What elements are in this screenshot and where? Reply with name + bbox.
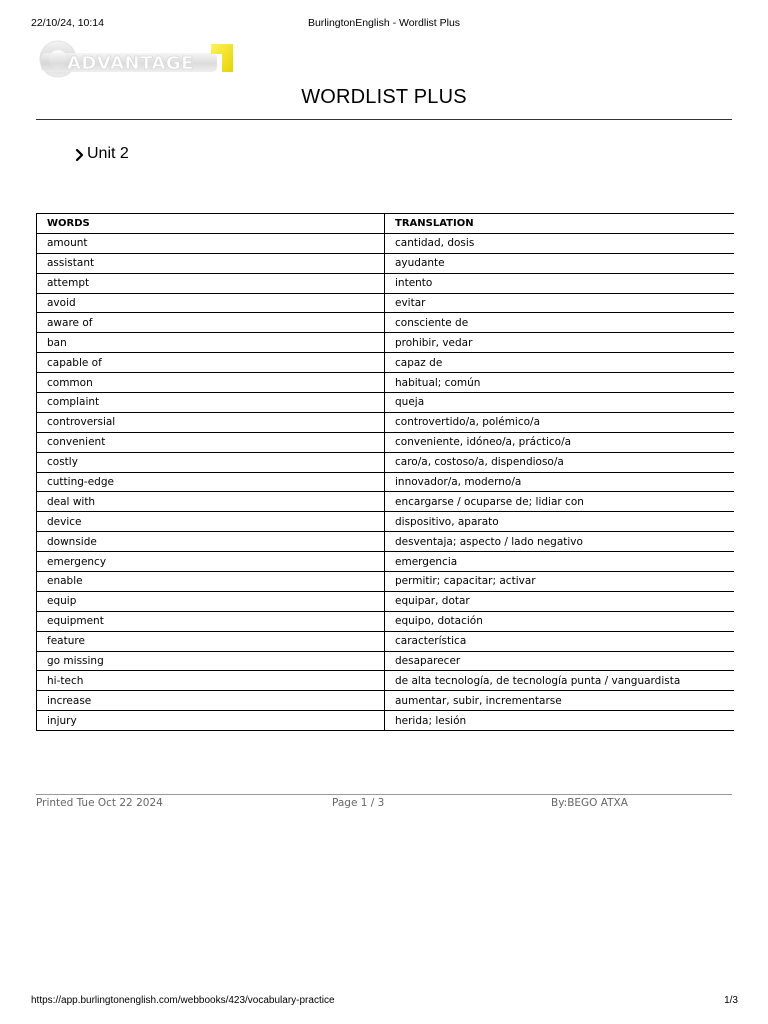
word-cell: costly: [37, 452, 385, 472]
table-row: [37, 572, 734, 592]
printed-date: Printed Tue Oct 22 2024: [36, 797, 163, 809]
advantage-logo-graphic: [37, 40, 239, 78]
print-page-title: BurlingtonEnglish - Wordlist Plus: [307, 17, 461, 29]
translation-cell: cantidad, dosis: [385, 233, 734, 253]
translation-cell: equipo, dotación: [385, 611, 734, 631]
column-header-translation: TRANSLATION: [385, 214, 734, 234]
word-cell: avoid: [37, 293, 385, 313]
table-row: [37, 472, 734, 492]
word-cell: increase: [37, 691, 385, 711]
translation-cell: de alta tecnología, de tecnología punta / vanguardista: [385, 671, 734, 691]
author-credit: By:BEGO ATXA: [551, 797, 628, 809]
word-cell: device: [37, 512, 385, 532]
table-row: [37, 293, 734, 313]
word-cell: injury: [37, 711, 385, 731]
translation-cell: evitar: [385, 293, 734, 313]
advantage-logo: [37, 40, 239, 78]
table-row: [37, 512, 734, 532]
translation-cell: desventaja; aspecto / lado negativo: [385, 532, 734, 552]
word-cell: cutting-edge: [37, 472, 385, 492]
translation-cell: dispositivo, aparato: [385, 512, 734, 532]
translation-cell: intento: [385, 273, 734, 293]
translation-cell: habitual; común: [385, 373, 734, 393]
word-cell: emergency: [37, 552, 385, 572]
word-cell: amount: [37, 233, 385, 253]
translation-cell: permitir; capacitar; activar: [385, 572, 734, 592]
word-cell: aware of: [37, 313, 385, 333]
footer-divider: [36, 794, 732, 795]
translation-cell: emergencia: [385, 552, 734, 572]
translation-cell: prohibir, vedar: [385, 333, 734, 353]
table-row: [37, 552, 734, 572]
word-cell: downside: [37, 532, 385, 552]
word-cell: equipment: [37, 611, 385, 631]
table-row: [37, 373, 734, 393]
table-row: [37, 432, 734, 452]
table-row: [37, 532, 734, 552]
translation-cell: conveniente, idóneo/a, práctico/a: [385, 432, 734, 452]
table-row: [37, 253, 734, 273]
table-row: [37, 591, 734, 611]
table-row: [37, 492, 734, 512]
table-row: [37, 273, 734, 293]
table-row: [37, 313, 734, 333]
page-title: WORDLIST PLUS: [301, 86, 467, 108]
translation-cell: aumentar, subir, incrementarse: [385, 691, 734, 711]
word-cell: capable of: [37, 353, 385, 373]
word-cell: feature: [37, 631, 385, 651]
wordlist-table: [36, 213, 734, 731]
title-divider: [36, 119, 732, 120]
page-url: https://app.burlingtonenglish.com/webbooks/423/vocabulary-practice: [31, 995, 335, 1006]
word-cell: deal with: [37, 492, 385, 512]
table-row: [37, 333, 734, 353]
table-row: [37, 452, 734, 472]
print-header: [0, 17, 768, 31]
table-header-row: [37, 214, 734, 234]
word-cell: equip: [37, 591, 385, 611]
print-page-number: 1/3: [724, 995, 738, 1006]
wordlist-body: [37, 233, 734, 730]
column-header-words: WORDS: [37, 214, 385, 234]
translation-cell: herida; lesión: [385, 711, 734, 731]
word-cell: convenient: [37, 432, 385, 452]
word-cell: common: [37, 373, 385, 393]
translation-cell: desaparecer: [385, 651, 734, 671]
svg-text:ADVANTAGE: ADVANTAGE: [67, 53, 194, 74]
word-cell: assistant: [37, 253, 385, 273]
table-row: [37, 353, 734, 373]
table-row: [37, 611, 734, 631]
table-row: [37, 233, 734, 253]
table-row: [37, 393, 734, 413]
page-indicator: Page 1 / 3: [332, 797, 385, 809]
unit-heading[interactable]: [74, 145, 129, 163]
translation-cell: controvertido/a, polémico/a: [385, 412, 734, 432]
translation-cell: encargarse / ocuparse de; lidiar con: [385, 492, 734, 512]
word-cell: complaint: [37, 393, 385, 413]
table-row: [37, 691, 734, 711]
table-row: [37, 671, 734, 691]
table-row: [37, 651, 734, 671]
translation-cell: innovador/a, moderno/a: [385, 472, 734, 492]
translation-cell: equipar, dotar: [385, 591, 734, 611]
unit-heading-label: Unit 2: [87, 145, 129, 162]
translation-cell: caro/a, costoso/a, dispendioso/a: [385, 452, 734, 472]
word-cell: controversial: [37, 412, 385, 432]
print-datetime: 22/10/24, 10:14: [31, 17, 104, 29]
translation-cell: queja: [385, 393, 734, 413]
translation-cell: ayudante: [385, 253, 734, 273]
word-cell: enable: [37, 572, 385, 592]
translation-cell: capaz de: [385, 353, 734, 373]
table-row: [37, 412, 734, 432]
word-cell: ban: [37, 333, 385, 353]
chevron-right-icon: [74, 146, 86, 162]
table-row: [37, 711, 734, 731]
word-cell: attempt: [37, 273, 385, 293]
table-row: [37, 631, 734, 651]
translation-cell: consciente de: [385, 313, 734, 333]
word-cell: hi-tech: [37, 671, 385, 691]
translation-cell: característica: [385, 631, 734, 651]
word-cell: go missing: [37, 651, 385, 671]
